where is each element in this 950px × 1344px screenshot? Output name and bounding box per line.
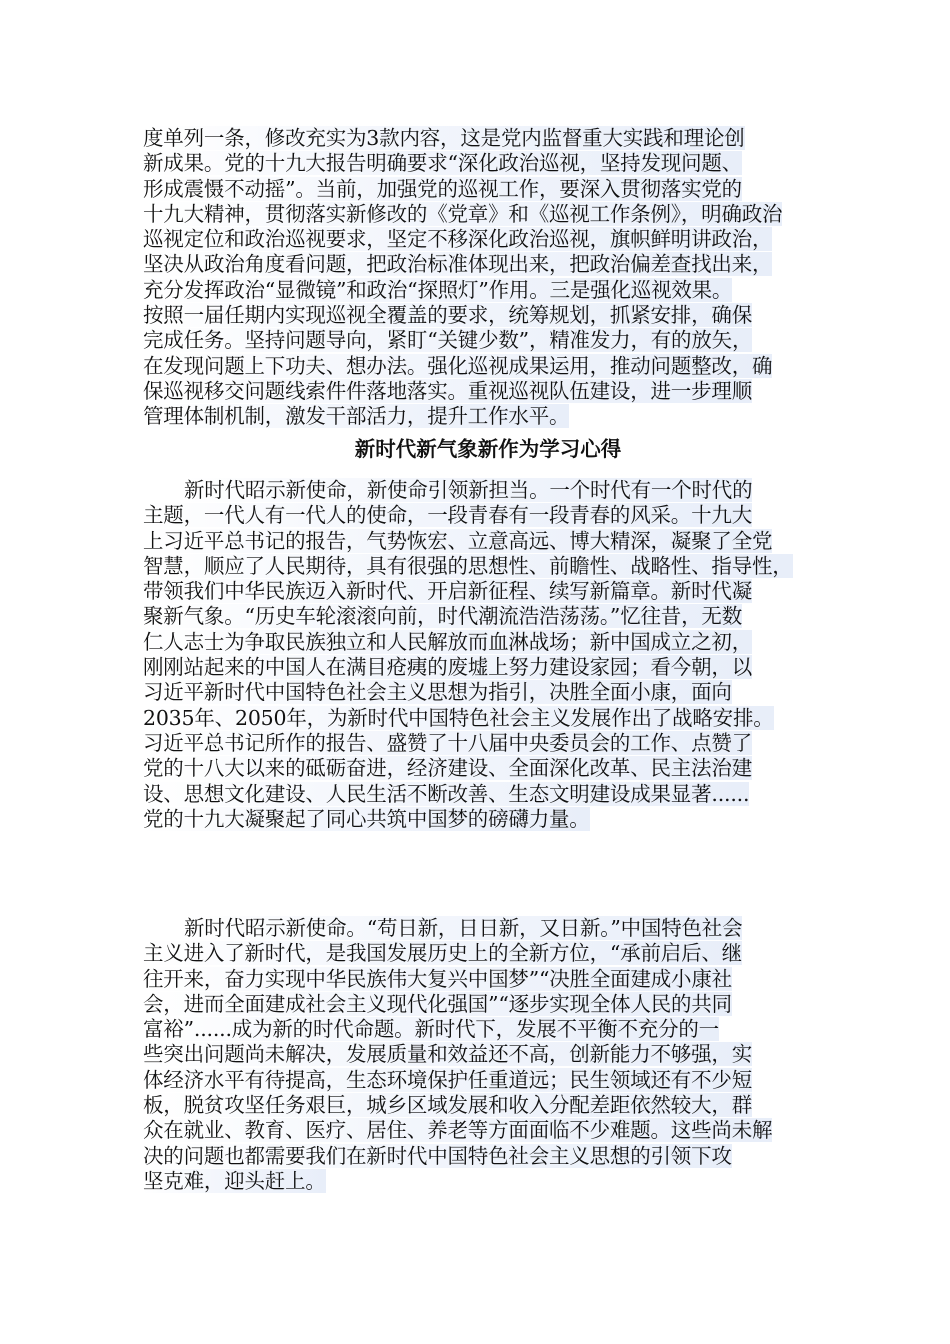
text-line: 十九大精神，贯彻落实新修改的《党章》和《巡视工作条例》，明确政治 <box>143 201 783 226</box>
section-1-text <box>143 126 833 430</box>
text-line: 管理体制机制，激发干部活力，提升工作水平。 <box>143 404 570 429</box>
text-line: 充分发挥政治“显微镜”和政治“探照灯”作用。三是强化巡视效果。 <box>143 277 733 302</box>
text-line: 体经济水平有待提高，生态环境保护任重道远；民生领域还有不少短 <box>143 1067 752 1092</box>
text-line: 主题，一代人有一代人的使命，一段青春有一段青春的风采。十九大 <box>143 503 752 528</box>
text-line: 巡视定位和政治巡视要求，坚定不移深化政治巡视，旗帜鲜明讲政治， <box>143 227 773 252</box>
section-3-text <box>143 916 833 1194</box>
text-line: 决的问题也都需要我们在新时代中国特色社会主义思想的引领下攻 <box>143 1143 732 1168</box>
text-line: 习近平新时代中国特色社会主义思想为指引，决胜全面小康，面向 <box>143 680 732 705</box>
text-line: 形成震慑不动摇”。当前，加强党的巡视工作，要深入贯彻落实党的 <box>143 176 742 201</box>
text-line: 按照一届任期内实现巡视全覆盖的要求，统筹规划，抓紧安排，确保 <box>143 303 752 328</box>
text-line: 上习近平总书记的报告，气势恢宏、立意高远、博大精深，凝聚了全党 <box>143 528 773 553</box>
section-heading: 新时代新气象新作为学习心得 <box>354 437 622 461</box>
text-line: 些突出问题尚未解决，发展质量和效益还不高，创新能力不够强，实 <box>143 1042 752 1067</box>
text-line: 板，脱贫攻坚任务艰巨，城乡区域发展和收入分配差距依然较大，群 <box>143 1093 752 1118</box>
text-line: 在发现问题上下功夫、想办法。强化巡视成果运用，推动问题整改，确 <box>143 353 773 378</box>
text-line: 坚克难，迎头赶上。 <box>143 1168 326 1193</box>
text-line: 新成果。党的十九大报告明确要求“深化政治巡视，坚持发现问题、 <box>143 151 742 176</box>
text-line: 智慧，顺应了人民期待，具有很强的思想性、前瞻性、战略性、指导性， <box>143 553 793 578</box>
text-line: 带领我们中华民族迈入新时代、开启新征程、续写新篇章。新时代凝 <box>143 579 752 604</box>
text-line: 聚新气象。“历史车轮滚滚向前，时代潮流浩浩荡荡。”忆往昔，无数 <box>143 604 743 629</box>
section-2-text <box>143 478 833 832</box>
text-line: 富裕”......成为新的时代命题。新时代下，发展不平衡不充分的一 <box>143 1017 719 1042</box>
text-line: 仁人志士为争取民族独立和人民解放而血淋战场；新中国成立之初， <box>143 629 752 654</box>
text-line: 众在就业、教育、医疗、居住、养老等方面面临不少难题。这些尚未解 <box>143 1118 773 1143</box>
text-line: 会，进而全面建成社会主义现代化强国”“逐步实现全体人民的共同 <box>143 991 732 1016</box>
text-line: 度单列一条，修改充实为3款内容，这是党内监督重大实践和理论创 <box>143 126 745 150</box>
text-line: 党的十九大凝聚起了同心共筑中国梦的磅礴力量。 <box>143 806 590 831</box>
text-line: 保巡视移交问题线索件件落地落实。重视巡视队伍建设，进一步理顺 <box>143 378 752 403</box>
text-line: 设、思想文化建设、人民生活不断改善、生态文明建设成果显著...... <box>143 781 750 806</box>
text-line: 2035年、2050年，为新时代中国特色社会主义发展作出了战略安排。 <box>143 705 774 730</box>
text-line: 主义进入了新时代，是我国发展历史上的全新方位，“承前启后、继 <box>143 941 742 966</box>
text-line: 习近平总书记所作的报告、盛赞了十八届中央委员会的工作、点赞了 <box>143 730 752 755</box>
text-line: 往开来，奋力实现中华民族伟大复兴中国梦”“决胜全面建成小康社 <box>143 966 732 991</box>
text-line: 新时代昭示新使命。“苟日新，日日新，又日新。”中国特色社会 <box>184 916 743 940</box>
text-line: 党的十八大以来的砥砺奋进，经济建设、全面深化改革、民主法治建 <box>143 756 752 781</box>
text-line: 刚刚站起来的中国人在满目疮痍的废墟上努力建设家园；看今朝，以 <box>143 655 752 680</box>
text-line: 完成任务。坚持问题导向，紧盯“关键少数”，精准发力，有的放矢， <box>143 328 753 353</box>
text-line: 坚决从政治角度看问题，把政治标准体现出来，把政治偏差查找出来， <box>143 252 773 277</box>
text-line: 新时代昭示新使命，新使命引领新担当。一个时代有一个时代的 <box>184 478 753 502</box>
